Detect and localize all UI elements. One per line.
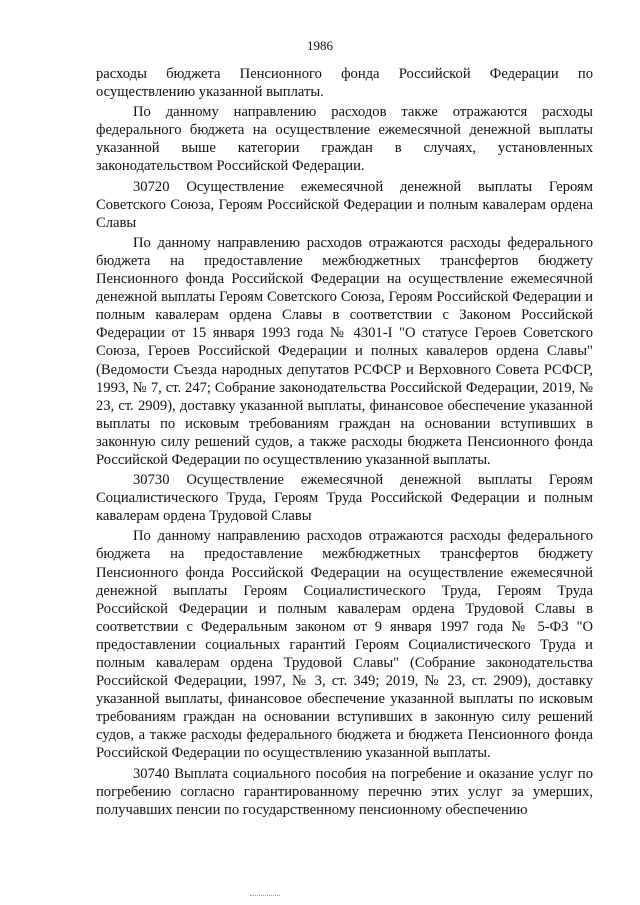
paragraph-continuation: расходы бюджета Пенсионного фонда Российской Федерации по осуществлению указанной выплаты. xyxy=(96,66,593,101)
scan-artifact xyxy=(250,895,280,897)
paragraph-30720-description: По данному направлению расходов отражаются расходы федерального бюджета на предоставление межбюджетных трансфертов бюджету Пенсионного фонда Российской Федерации на осуществление ежемесячной денежной выплаты Героям Советского Союза, Героям Российской Федерации и полным кавалерам ордена Славы в соответствии с Законом Российской Федерации от 15 января 1993 года № 4301-I "О статусе Героев Советского Союза, Героев Российской Федерации и полных кавалеров ордена Славы" (Ведомости Съезда народных депутатов РСФСР и Верховного Совета РСФСР, 1993, № 7, ст. 247; Собрание законодательства Российской Федерации, 2019, № 23, ст. 2909), доставку указанной выплаты, финансовое обеспечение указанной выплаты по исковым требованиям граждан на основании вступивших в законную силу решений судов, а также расходы бюджета Пенсионного фонда Российской Федерации по осуществлению указанной выплаты. xyxy=(96,234,593,468)
paragraph-federal-budget-note: По данному направлению расходов также отражаются расходы федерального бюджета на осуществление ежемесячной денежной выплаты указанной выше категории граждан в случаях, установленных законодательством Российской Федерации. xyxy=(96,104,593,175)
paragraph-30730-description: По данному направлению расходов отражаются расходы федерального бюджета на предоставление межбюджетных трансфертов бюджету Пенсионного фонда Российской Федерации на осуществление ежемесячной денежной выплаты Героям Социалистического Труда, Героям Труда Российской Федерации и полным кавалерам ордена Трудовой Славы в соответствии с Федеральным законом от 9 января 1997 года № 5-ФЗ "О предоставлении социальных гарантий Героям Социалистического Труда и полным кавалерам ордена Трудовой Славы" (Собрание законодательства Российской Федерации, 1997, № 3, ст. 349; 2019, № 23, ст. 2909), доставку указанной выплаты, финансовое обеспечение указанной выплаты по исковым требованиям граждан на основании вступивших в законную силу решений судов, а также расходы федерального бюджета и бюджета Пенсионного фонда Российской Федерации по осуществлению указанной выплаты. xyxy=(96,528,593,762)
page-number: 1986 xyxy=(307,38,333,53)
section-heading-30740: 30740 Выплата социального пособия на погребение и оказание услуг по погребению согласно гарантированному перечню этих услуг за умерших, получавших пенсии по государственному пенсионному обеспечению xyxy=(96,765,593,818)
document-body xyxy=(96,65,593,819)
section-heading-30720: 30720 Осуществление ежемесячной денежной выплаты Героям Советского Союза, Героям Российской Федерации и полным кавалерам ордена Славы xyxy=(96,178,593,231)
section-heading-30730: 30730 Осуществление ежемесячной денежной выплаты Героям Социалистического Труда, Героям Труда Российской Федерации и полным кавалерам ордена Трудовой Славы xyxy=(96,472,593,525)
